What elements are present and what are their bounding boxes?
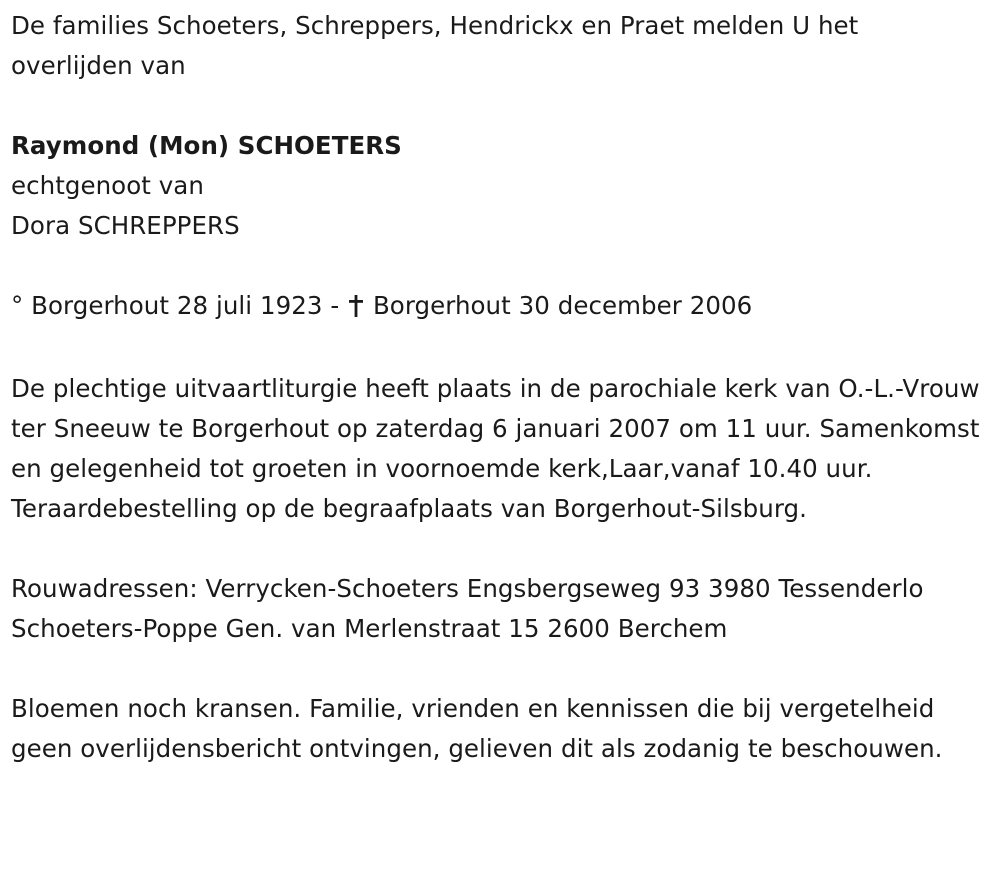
spacer xyxy=(11,329,986,369)
mourning-addresses: Rouwadressen: Verrycken-Schoeters Engsbergseweg 93 3980 Tessenderlo Schoeters-Poppe Gen. van Merlenstraat 15 2600 Berchem xyxy=(11,574,924,643)
death-notice xyxy=(11,6,986,769)
spacer xyxy=(11,529,986,569)
spacer xyxy=(11,86,986,126)
deceased-name: Raymond (Mon) SCHOETERS xyxy=(11,131,402,160)
intro-text: De families Schoeters, Schreppers, Hendrickx en Praet melden U het overlijden van xyxy=(11,11,859,80)
funeral-details: De plechtige uitvaartliturgie heeft plaats in de parochiale kerk van O.-L.-Vrouw ter Sneeuw te Borgerhout op zaterdag 6 januari 2007 om 11 uur. Samenkomst en gelegenheid tot groeten in voornoemde kerk,Laar,vanaf 10.40 uur. Teraardebestelling op de begraafplaats van Borgerhout-Silsburg. xyxy=(11,374,980,523)
cross-icon xyxy=(349,289,363,329)
life-dates xyxy=(11,286,986,329)
spacer xyxy=(11,246,986,286)
closing-text: Bloemen noch kransen. Familie, vrienden en kennissen die bij vergetelheid geen overlijdensbericht ontvingen, gelieven dit als zodanig te beschouwen. xyxy=(11,694,943,763)
death-date: Borgerhout 30 december 2006 xyxy=(372,291,753,320)
spouse-name: Dora SCHREPPERS xyxy=(11,211,240,240)
date-separator: - xyxy=(330,291,340,320)
birth-date: Borgerhout 28 juli 1923 xyxy=(31,291,323,320)
spouse-relation: echtgenoot van xyxy=(11,171,204,200)
birth-symbol: ° xyxy=(11,291,24,320)
spacer xyxy=(11,649,986,689)
